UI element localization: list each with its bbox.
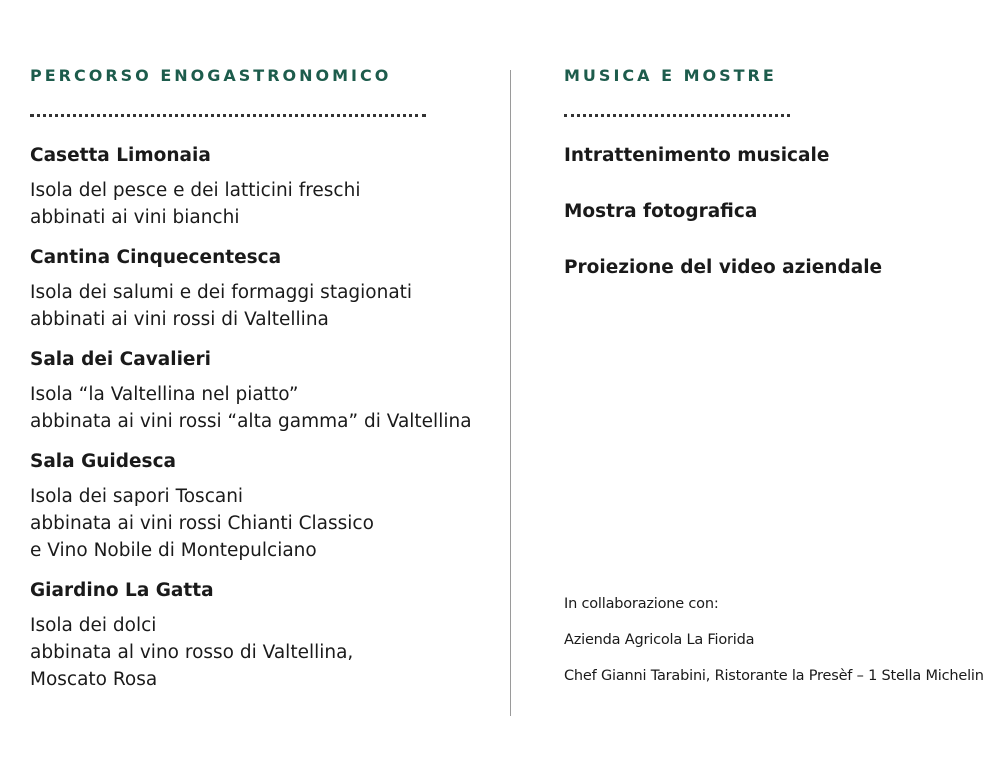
venue-description-line: Isola dei salumi e dei formaggi stagionati (30, 282, 413, 303)
collaboration-block (564, 594, 994, 702)
collaboration-partner: Chef Gianni Tarabini, Ristorante la Presèf – 1 Stella Michelin (564, 668, 984, 684)
venue-description-line: e Vino Nobile di Montepulciano (30, 540, 317, 561)
venue-description-line: abbinati ai vini bianchi (30, 207, 240, 228)
venue-description-line: Isola del pesce e dei latticini freschi (30, 180, 361, 201)
venue-name: Sala Guidesca (30, 451, 177, 472)
venue-description (30, 279, 500, 333)
venue-item (30, 245, 500, 333)
heading-musica-e-mostre: MUSICA E MOSTRE (564, 66, 777, 85)
venue-description (30, 612, 500, 693)
venue-description-line: Isola “la Valtellina nel piatto” (30, 384, 299, 405)
venue-list (30, 143, 500, 707)
collaboration-partner: Azienda Agricola La Fiorida (564, 632, 755, 648)
venue-description-line: abbinata ai vini rossi Chianti Classico (30, 513, 374, 534)
venue-description-line: Isola dei sapori Toscani (30, 486, 244, 507)
heading-underline-dots (564, 114, 790, 117)
venue-item (30, 578, 500, 693)
venue-item (30, 449, 500, 564)
event-item: Mostra fotografica (564, 201, 758, 222)
venue-description-line: abbinata al vino rosso di Valtellina, (30, 642, 354, 663)
venue-description (30, 177, 500, 231)
venue-item (30, 143, 500, 231)
heading-underline-dots (30, 114, 426, 117)
venue-name: Giardino La Gatta (30, 580, 214, 601)
venue-description (30, 483, 500, 564)
collaboration-intro: In collaborazione con: (564, 596, 719, 612)
venue-name: Casetta Limonaia (30, 145, 211, 166)
venue-description (30, 381, 500, 435)
venue-description-line: Moscato Rosa (30, 669, 158, 690)
venue-description-line: abbinata ai vini rossi “alta gamma” di Valtellina (30, 411, 472, 432)
venue-description-line: Isola dei dolci (30, 615, 157, 636)
venue-description-line: abbinati ai vini rossi di Valtellina (30, 309, 329, 330)
heading-percorso-enogastronomico: PERCORSO ENOGASTRONOMICO (30, 66, 392, 85)
event-item: Proiezione del video aziendale (564, 257, 883, 278)
event-item: Intrattenimento musicale (564, 145, 830, 166)
venue-name: Sala dei Cavalieri (30, 349, 211, 370)
column-divider (510, 70, 511, 716)
venue-name: Cantina Cinquecentesca (30, 247, 282, 268)
event-list (564, 143, 994, 311)
venue-item (30, 347, 500, 435)
